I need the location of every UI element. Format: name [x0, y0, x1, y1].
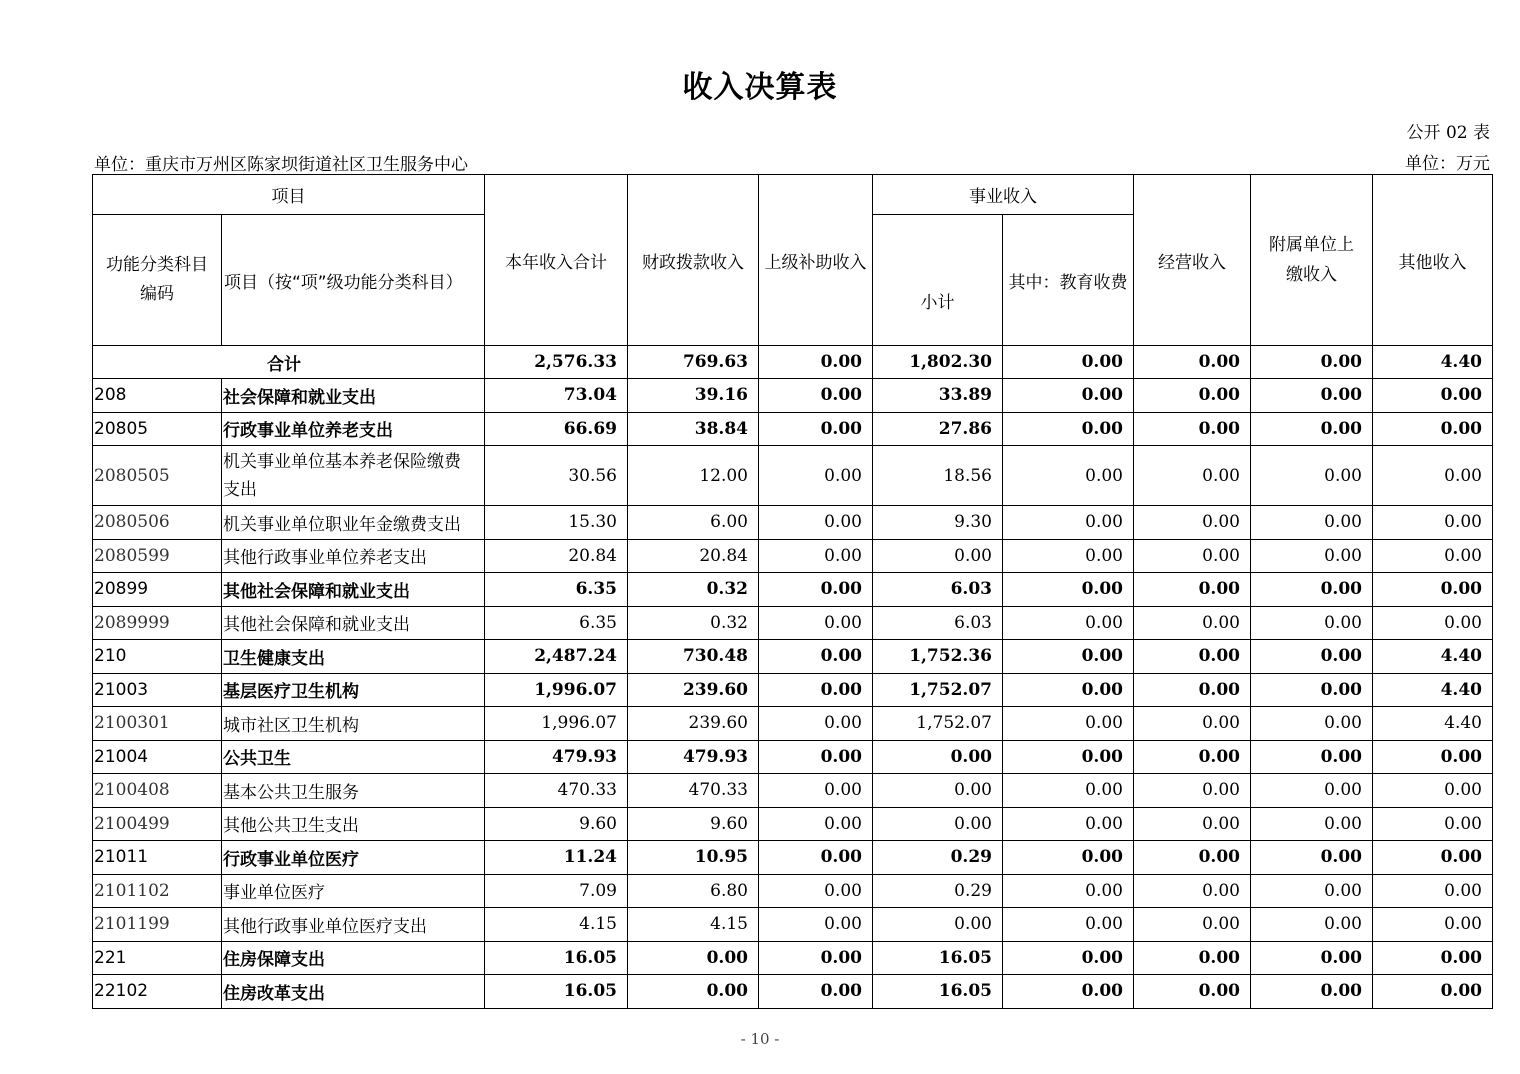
row-name: 基本公共卫生服务	[222, 774, 485, 808]
header-subtotal: 小计	[873, 215, 1003, 346]
row-name: 机关事业单位职业年金缴费支出	[222, 506, 485, 540]
row-value: 11.24	[485, 841, 628, 875]
row-value: 0.00	[1134, 941, 1251, 975]
row-value: 4.40	[1373, 673, 1493, 707]
row-value: 0.00	[1003, 573, 1134, 607]
row-value: 30.56	[485, 446, 628, 506]
row-value: 0.00	[1003, 807, 1134, 841]
row-name: 社会保障和就业支出	[222, 379, 485, 413]
row-value: 16.05	[873, 975, 1003, 1009]
row-code: 2100301	[93, 707, 222, 741]
row-code: 221	[93, 941, 222, 975]
row-value: 66.69	[485, 412, 628, 446]
row-value: 0.00	[759, 446, 873, 506]
row-value: 0.00	[759, 606, 873, 640]
row-name: 卫生健康支出	[222, 640, 485, 674]
row-value: 0.00	[1003, 379, 1134, 413]
row-value: 1,752.07	[873, 707, 1003, 741]
row-value: 0.00	[1373, 446, 1493, 506]
row-value: 0.00	[1251, 941, 1373, 975]
row-value: 0.00	[1373, 539, 1493, 573]
header-other: 其他收入	[1373, 175, 1493, 346]
row-value: 0.00	[1373, 841, 1493, 875]
row-value: 0.00	[1003, 506, 1134, 540]
row-value: 0.32	[628, 573, 759, 607]
row-value: 0.00	[1251, 707, 1373, 741]
row-value: 0.00	[1251, 379, 1373, 413]
row-name: 其他行政事业单位养老支出	[222, 539, 485, 573]
table-row	[93, 807, 1493, 841]
row-value: 0.00	[1003, 412, 1134, 446]
row-value: 470.33	[485, 774, 628, 808]
row-value: 730.48	[628, 640, 759, 674]
row-name: 其他社会保障和就业支出	[222, 573, 485, 607]
row-value: 27.86	[873, 412, 1003, 446]
row-value: 0.00	[1251, 412, 1373, 446]
row-value: 0.00	[1373, 807, 1493, 841]
row-value: 1,996.07	[485, 707, 628, 741]
row-value: 18.56	[873, 446, 1003, 506]
unit-organization: 单位：重庆市万州区陈家坝街道社区卫生服务中心	[94, 155, 468, 175]
row-value: 9.60	[628, 807, 759, 841]
row-value: 0.00	[759, 573, 873, 607]
row-value: 239.60	[628, 707, 759, 741]
row-value: 0.00	[1134, 673, 1251, 707]
table-row	[93, 446, 1493, 506]
row-value: 0.00	[759, 379, 873, 413]
row-value: 0.00	[1134, 707, 1251, 741]
table-row	[93, 640, 1493, 674]
row-value: 0.00	[1373, 774, 1493, 808]
row-value: 1,996.07	[485, 673, 628, 707]
row-value: 0.00	[1134, 874, 1251, 908]
row-name: 其他行政事业单位医疗支出	[222, 908, 485, 942]
row-code: 2080506	[93, 506, 222, 540]
row-value: 0.00	[873, 908, 1003, 942]
row-value: 0.00	[1134, 908, 1251, 942]
header-project: 项目	[93, 175, 485, 215]
page-title: 收入决算表	[682, 70, 838, 105]
row-code: 2101102	[93, 874, 222, 908]
row-value: 0.00	[759, 412, 873, 446]
row-name: 行政事业单位医疗	[222, 841, 485, 875]
row-code: 2100408	[93, 774, 222, 808]
row-value: 0.00	[873, 774, 1003, 808]
row-value: 0.00	[759, 874, 873, 908]
row-value: 0.00	[1373, 874, 1493, 908]
table-row	[93, 975, 1493, 1009]
row-value: 0.00	[759, 807, 873, 841]
row-value: 0.00	[1373, 740, 1493, 774]
table-row	[93, 379, 1493, 413]
row-value: 479.93	[628, 740, 759, 774]
table-row	[93, 874, 1493, 908]
row-value: 6.80	[628, 874, 759, 908]
row-value: 0.00	[759, 673, 873, 707]
row-value: 0.00	[1003, 975, 1134, 1009]
row-value: 16.05	[485, 941, 628, 975]
form-code: 公开 02 表	[1406, 123, 1490, 143]
row-code: 2080505	[93, 446, 222, 506]
row-value: 0.00	[1373, 908, 1493, 942]
row-value: 16.05	[873, 941, 1003, 975]
row-value: 0.00	[873, 807, 1003, 841]
row-code: 2089999	[93, 606, 222, 640]
header-name: 项目（按“项”级功能分类科目）	[222, 215, 485, 346]
row-name: 住房改革支出	[222, 975, 485, 1009]
table-row	[93, 573, 1493, 607]
row-value: 0.00	[1003, 841, 1134, 875]
header-fiscal: 财政拨款收入	[628, 175, 759, 346]
row-value: 0.00	[1251, 506, 1373, 540]
row-code: 21003	[93, 673, 222, 707]
row-value: 6.03	[873, 573, 1003, 607]
row-value: 0.00	[1251, 874, 1373, 908]
row-value: 0.00	[1373, 379, 1493, 413]
row-value: 239.60	[628, 673, 759, 707]
row-value: 0.00	[1003, 539, 1134, 573]
row-value: 0.00	[1251, 573, 1373, 607]
row-value: 6.03	[873, 606, 1003, 640]
row-name: 公共卫生	[222, 740, 485, 774]
row-value: 0.00	[873, 539, 1003, 573]
table-row	[93, 774, 1493, 808]
row-value: 0.00	[1134, 539, 1251, 573]
table-row	[93, 606, 1493, 640]
row-value: 0.00	[1251, 640, 1373, 674]
row-value: 0.00	[1134, 506, 1251, 540]
row-value: 2,487.24	[485, 640, 628, 674]
row-value: 0.00	[1251, 807, 1373, 841]
row-value: 0.00	[628, 975, 759, 1009]
row-value: 0.00	[759, 740, 873, 774]
table-row	[93, 908, 1493, 942]
table-row	[93, 707, 1493, 741]
row-code: 208	[93, 379, 222, 413]
row-value: 10.95	[628, 841, 759, 875]
row-value: 73.04	[485, 379, 628, 413]
total-value: 2,576.33	[485, 346, 628, 379]
row-value: 0.00	[1003, 941, 1134, 975]
row-value: 0.00	[1251, 446, 1373, 506]
row-value: 0.00	[1003, 446, 1134, 506]
row-value: 0.00	[1373, 975, 1493, 1009]
table-row	[93, 506, 1493, 540]
row-value: 15.30	[485, 506, 628, 540]
total-value: 0.00	[1003, 346, 1134, 379]
row-value: 0.00	[759, 640, 873, 674]
row-value: 0.00	[1134, 446, 1251, 506]
table-row	[93, 740, 1493, 774]
row-value: 4.40	[1373, 707, 1493, 741]
row-value: 0.00	[873, 740, 1003, 774]
header-code: 功能分类科目编码	[93, 215, 222, 346]
row-value: 0.00	[1003, 707, 1134, 741]
row-value: 0.00	[628, 941, 759, 975]
row-value: 0.00	[1251, 774, 1373, 808]
row-value: 1,752.36	[873, 640, 1003, 674]
row-value: 0.00	[1134, 573, 1251, 607]
row-name: 行政事业单位养老支出	[222, 412, 485, 446]
row-value: 33.89	[873, 379, 1003, 413]
row-value: 0.00	[1373, 941, 1493, 975]
row-value: 6.00	[628, 506, 759, 540]
row-code: 21004	[93, 740, 222, 774]
table-row	[93, 673, 1493, 707]
row-value: 0.00	[1134, 640, 1251, 674]
row-value: 0.00	[1134, 379, 1251, 413]
row-value: 0.32	[628, 606, 759, 640]
table-row	[93, 539, 1493, 573]
row-value: 0.00	[1134, 412, 1251, 446]
row-value: 9.60	[485, 807, 628, 841]
row-value: 0.00	[1134, 774, 1251, 808]
row-code: 2100499	[93, 807, 222, 841]
row-value: 0.00	[1251, 908, 1373, 942]
row-value: 20.84	[628, 539, 759, 573]
row-name: 其他社会保障和就业支出	[222, 606, 485, 640]
row-name: 城市社区卫生机构	[222, 707, 485, 741]
row-value: 12.00	[628, 446, 759, 506]
row-value: 7.09	[485, 874, 628, 908]
total-value: 1,802.30	[873, 346, 1003, 379]
row-value: 0.00	[1003, 908, 1134, 942]
header-business: 事业收入	[873, 175, 1134, 215]
header-total: 本年收入合计	[485, 175, 628, 346]
row-name: 事业单位医疗	[222, 874, 485, 908]
row-value: 4.40	[1373, 640, 1493, 674]
row-value: 0.00	[759, 975, 873, 1009]
table-row	[93, 941, 1493, 975]
row-value: 0.00	[1373, 506, 1493, 540]
row-value: 0.00	[1134, 841, 1251, 875]
row-value: 0.00	[1251, 975, 1373, 1009]
row-name: 机关事业单位基本养老保险缴费支出	[222, 446, 485, 506]
row-code: 210	[93, 640, 222, 674]
row-value: 0.00	[1003, 606, 1134, 640]
page-number: - 10 -	[740, 1030, 780, 1048]
row-value: 470.33	[628, 774, 759, 808]
row-value: 38.84	[628, 412, 759, 446]
row-value: 0.00	[1373, 606, 1493, 640]
total-row	[93, 346, 1493, 379]
row-value: 1,752.07	[873, 673, 1003, 707]
row-name: 基层医疗卫生机构	[222, 673, 485, 707]
row-code: 20899	[93, 573, 222, 607]
row-value: 4.15	[628, 908, 759, 942]
row-code: 21011	[93, 841, 222, 875]
header-education: 其中：教育收费	[1003, 215, 1134, 346]
row-code: 22102	[93, 975, 222, 1009]
row-value: 0.00	[759, 908, 873, 942]
row-value: 0.29	[873, 841, 1003, 875]
row-value: 0.00	[1134, 740, 1251, 774]
row-value: 0.00	[1251, 606, 1373, 640]
row-value: 0.00	[1251, 740, 1373, 774]
total-label: 合计	[93, 346, 485, 379]
row-value: 4.15	[485, 908, 628, 942]
row-value: 0.29	[873, 874, 1003, 908]
row-value: 0.00	[759, 841, 873, 875]
row-value: 39.16	[628, 379, 759, 413]
row-value: 0.00	[1003, 774, 1134, 808]
row-code: 20805	[93, 412, 222, 446]
table-row	[93, 412, 1493, 446]
row-value: 6.35	[485, 573, 628, 607]
row-value: 0.00	[1003, 640, 1134, 674]
header-subsidy: 上级补助收入	[759, 175, 873, 346]
total-value: 769.63	[628, 346, 759, 379]
row-value: 0.00	[1373, 412, 1493, 446]
row-value: 0.00	[759, 506, 873, 540]
total-value: 4.40	[1373, 346, 1493, 379]
row-value: 0.00	[1003, 874, 1134, 908]
row-value: 0.00	[1003, 740, 1134, 774]
row-name: 其他公共卫生支出	[222, 807, 485, 841]
row-value: 0.00	[1134, 606, 1251, 640]
row-value: 0.00	[1003, 673, 1134, 707]
header-affiliated: 附属单位上缴收入	[1251, 175, 1373, 346]
total-value: 0.00	[1251, 346, 1373, 379]
row-value: 0.00	[1373, 573, 1493, 607]
row-value: 0.00	[1251, 841, 1373, 875]
total-value: 0.00	[759, 346, 873, 379]
row-value: 16.05	[485, 975, 628, 1009]
row-value: 0.00	[1251, 539, 1373, 573]
row-value: 0.00	[759, 774, 873, 808]
header-operating: 经营收入	[1134, 175, 1251, 346]
row-code: 2101199	[93, 908, 222, 942]
row-value: 0.00	[1251, 673, 1373, 707]
row-name: 住房保障支出	[222, 941, 485, 975]
table-row	[93, 841, 1493, 875]
row-value: 0.00	[1134, 975, 1251, 1009]
row-value: 20.84	[485, 539, 628, 573]
row-value: 0.00	[759, 941, 873, 975]
row-value: 0.00	[1134, 807, 1251, 841]
row-value: 0.00	[759, 539, 873, 573]
row-code: 2080599	[93, 539, 222, 573]
row-value: 0.00	[759, 707, 873, 741]
table-body	[93, 346, 1493, 1009]
income-table	[92, 174, 1493, 1009]
unit-currency: 单位：万元	[1405, 154, 1490, 174]
row-value: 6.35	[485, 606, 628, 640]
row-value: 9.30	[873, 506, 1003, 540]
row-value: 479.93	[485, 740, 628, 774]
total-value: 0.00	[1134, 346, 1251, 379]
